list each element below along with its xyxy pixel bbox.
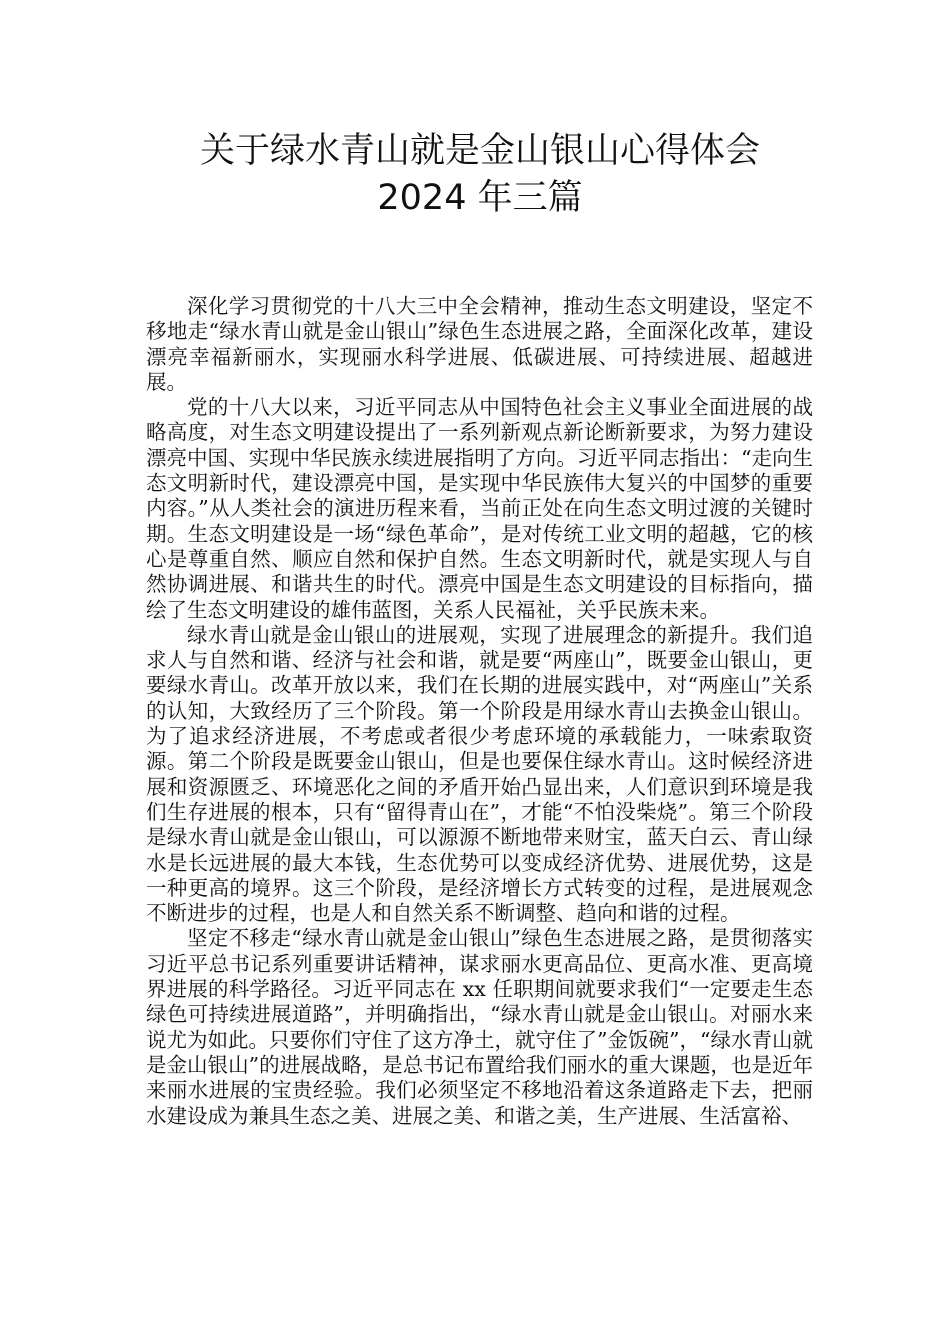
paragraph: 党的十八大以来，习近平同志从中国特色社会主义事业全面进展的战略高度，对生态文明建设提出了一系列新观点新论断新要求，为努力建设漂亮中国、实现中华民族永续进展指明了方向。习近平同志指出：“走向生态文明新时代，建设漂亮中国，是实现中华民族伟大复兴的中国梦的重要内容。”从人类社会的演进历程来看，当前正处在向生态文明过渡的关键时期。生态文明建设是一场“绿色革命”，是对传统工业文明的超越，它的核心是尊重自然、顺应自然和保护自然。生态文明新时代，就是实现人与自然协调进展、和谐共生的时代。漂亮中国是生态文明建设的目标指向，描绘了生态文明建设的雄伟蓝图，关系人民福祉，关乎民族未来。 bbox=[146, 395, 813, 622]
title-line-2: 2024 年三篇 bbox=[377, 178, 583, 218]
document-title bbox=[120, 128, 840, 222]
paragraph: 坚定不移走“绿水青山就是金山银山”绿色生态进展之路，是贯彻落实习近平总书记系列重要讲话精神，谋求丽水更高品位、更高水准、更高境界进展的科学路径。习近平同志在 xx 任职期间就要求我们“一定要走生态绿色可持续进展道路”，并明确指出，“绿水青山就是金山银山。对丽水来说尤为如此。只要你们守住了这方净土，就守住了”金饭碗”，“绿水青山就是金山银山”的进展战略，是总书记布置给我们丽水的重大课题，也是近年来丽水进展的宝贵经验。我们必须坚定不移地沿着这条道路走下去，把丽水建设成为兼具生态之美、进展之美、和谐之美，生产进展、生活富裕、 bbox=[146, 926, 813, 1128]
paragraph: 深化学习贯彻党的十八大三中全会精神，推动生态文明建设，坚定不移地走“绿水青山就是金山银山”绿色生态进展之路，全面深化改革，建设漂亮幸福新丽水，实现丽水科学进展、低碳进展、可持续进展、超越进展。 bbox=[146, 294, 813, 394]
document-body bbox=[146, 294, 813, 1129]
title-line-1: 关于绿水青山就是金山银山心得体会 bbox=[199, 131, 760, 171]
paragraph: 绿水青山就是金山银山的进展观，实现了进展理念的新提升。我们追求人与自然和谐、经济与社会和谐，就是要“两座山”，既要金山银山，更要绿水青山。改革开放以来，我们在长期的进展实践中，对“两座山”关系的认知，大致经历了三个阶段。第一个阶段是用绿水青山去换金山银山。为了追求经济进展，不考虑或者很少考虑环境的承载能力，一味索取资源。第二个阶段是既要金山银山，但是也要保住绿水青山。这时候经济进展和资源匮乏、环境恶化之间的矛盾开始凸显出来，人们意识到环境是我们生存进展的根本，只有“留得青山在”，才能“不怕没柴烧”。第三个阶段是绿水青山就是金山银山，可以源源不断地带来财宝，蓝天白云、青山绿水是长远进展的最大本钱，生态优势可以变成经济优势、进展优势，这是一种更高的境界。这三个阶段，是经济增长方式转变的过程，是进展观念不断进步的过程，也是人和自然关系不断调整、趋向和谐的过程。 bbox=[146, 622, 813, 926]
